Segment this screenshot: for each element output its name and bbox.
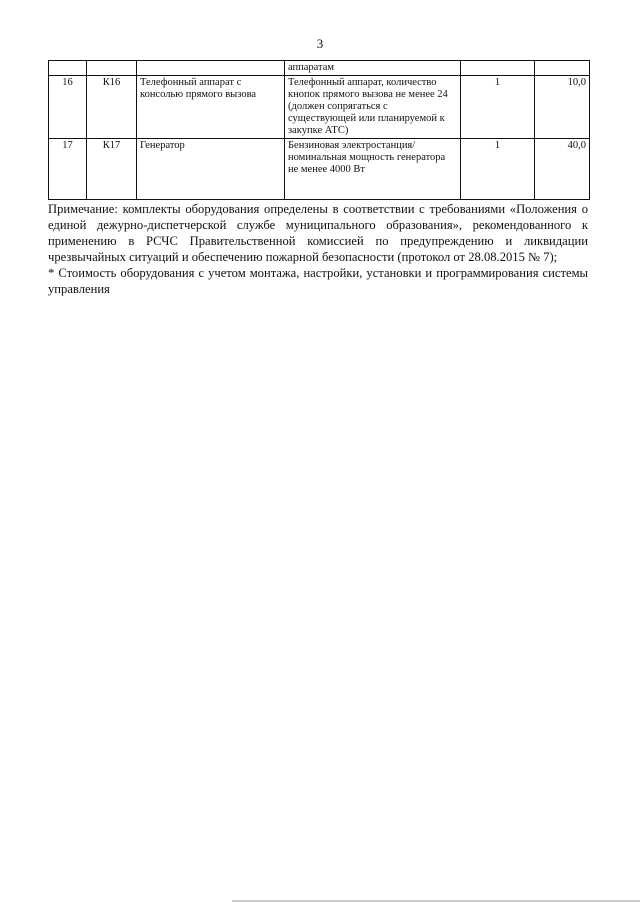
row-number: 16 [49, 76, 87, 139]
row-code: К16 [87, 76, 137, 139]
row-code: К17 [87, 139, 137, 200]
table-row [49, 76, 590, 139]
row-quantity: 1 [461, 76, 535, 139]
equipment-table [48, 60, 590, 200]
table-cell-continuation-text: аппаратам [285, 61, 461, 76]
row-spec: Телефонный аппарат, количество кнопок прямого вызова не менее 24 (должен сопрягаться с существующей или планируемой к закупке АТС) [285, 76, 461, 139]
table-cell [461, 61, 535, 76]
table-row [49, 139, 590, 200]
note-paragraph: Примечание: комплекты оборудования определены в соответствии с требованиями «Положения о единой дежурно-диспетчерской службе муниципального образования», рекомендованного к применению в РСЧС Правительственной комиссией по предупреждению и ликвидации чрезвычайных ситуаций и обеспечению пожарной безопасности (протокол от 28.08.2015 № 7); [48, 202, 588, 264]
table-row-continuation [49, 61, 590, 76]
table-cell [49, 61, 87, 76]
row-number: 17 [49, 139, 87, 200]
row-name: Генератор [137, 139, 285, 200]
row-spec: Бензиновая электростанция/номинальная мощность генератора не менее 4000 Вт [285, 139, 461, 200]
table-cell [535, 61, 590, 76]
notes-section [48, 201, 588, 297]
row-price: 10,0 [535, 76, 590, 139]
footnote-paragraph: * Стоимость оборудования с учетом монтажа, настройки, установки и программирования системы управления [48, 266, 588, 296]
table-cell [87, 61, 137, 76]
page-number: 3 [316, 36, 324, 51]
scan-edge-line [232, 900, 640, 902]
row-name: Телефонный аппарат с консолью прямого вызова [137, 76, 285, 139]
row-quantity: 1 [461, 139, 535, 200]
table-cell [137, 61, 285, 76]
row-price: 40,0 [535, 139, 590, 200]
